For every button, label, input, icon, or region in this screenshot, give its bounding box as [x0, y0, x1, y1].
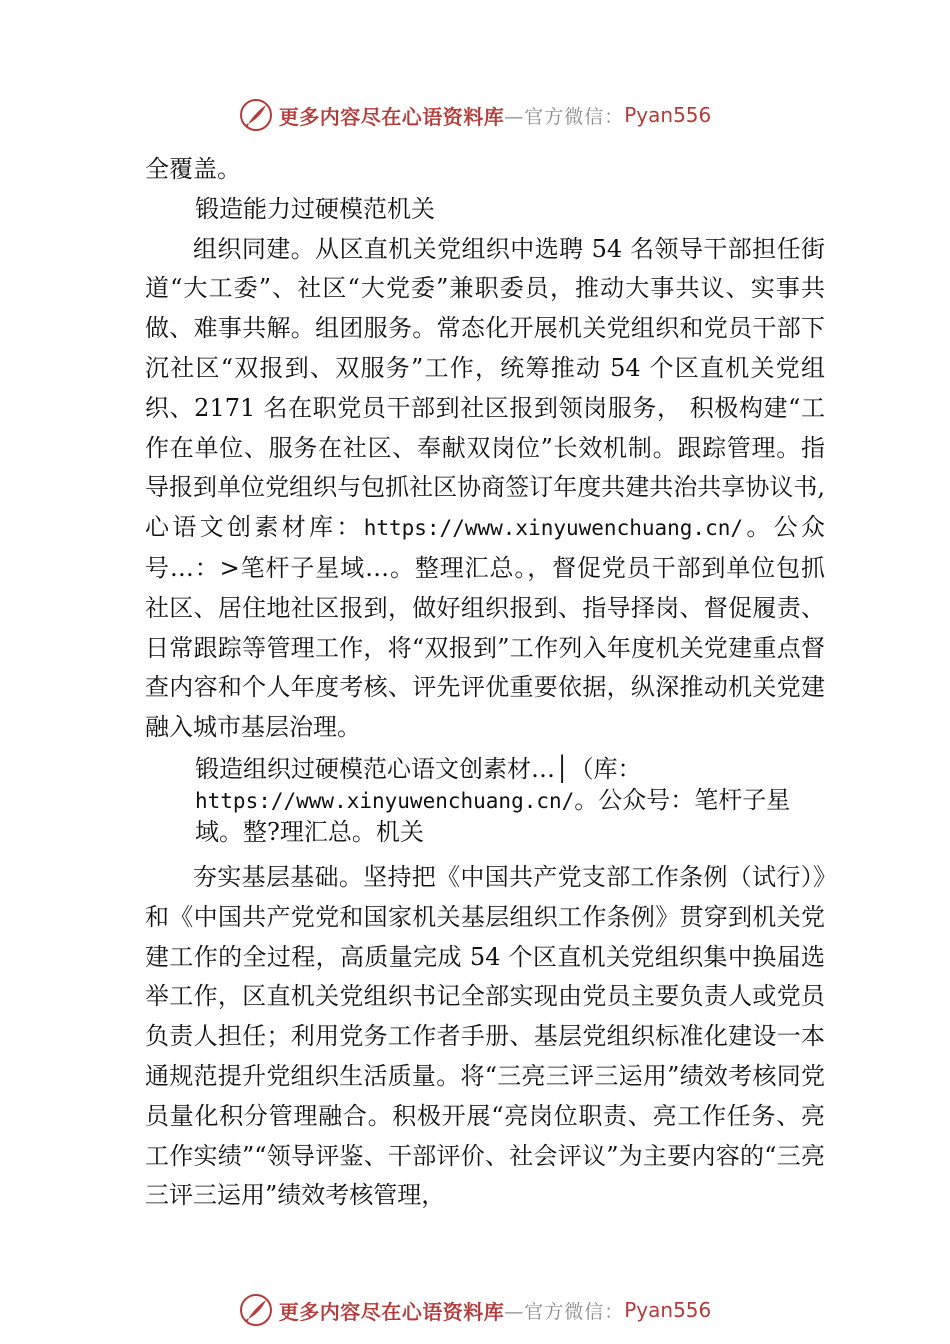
paragraph-organization [145, 230, 825, 748]
paragraph-organization-tail: 。公众号…：>笔杆子星域…。整理汇总。，督促党员干部到单位包抓社区、居住地社区报到，做好组织报到、指导择岗、督促履责、日常跟踪等管理工作，将“双报到”工作列入年度机关党建重点督查内容和个人年度考核、评先评优重要依据，纵深推动机关党建融入城市基层治理。 [145, 513, 826, 742]
paragraph-continuation: 全覆盖。 [145, 155, 241, 183]
quill-logo-icon [239, 1293, 273, 1327]
paragraph-foundation: 夯实基层基础。坚持把《中国共产党支部工作条例（试行）》和《中国共产党党和国家机关基层组织工作条例》贯穿到机关党建工作的全过程，高质量完成 54 个区直机关党组织集中换届选举工作，区直机关党组织书记全部实现由党员主要负责人或党员负责人担任；利用党务工作者手册、基层党组织标准化建设一本通规范提升党组织生活质量。将“三亮三评三运用”绩效考核同党员量化积分管理融合。积极开展“亮岗位职责、亮工作任务、亮工作实绩”“领导评鉴、干部评价、社会评议”为主要内容的“三亮三评三运用”绩效考核管理， [145, 862, 825, 1210]
heading-url: https://www.xinyuwenchuang.cn/ [195, 788, 575, 813]
banner-wechat-id: Pyan556 [624, 1298, 712, 1322]
header-banner [0, 95, 950, 135]
paragraph-organization-text: 组织同建。从区直机关党组织中选聘 54 名领导干部担任街道“大工委”、社区“大党委”兼职委员，推动大事共议、实事共做、难事共解。组团服务。常态化开展机关党组织和党员干部下沉社区“双报到、双服务”工作，统筹推动 54 个区直机关党组织、2171 名在职党员干部到社区报到领岗服务， 积极构建“工作在单位、服务在社区、奉献双岗位”长效机制。跟踪管理。指导报到单位党组织与包抓社区协商签订年度共建共治共享协议书,心语文创素材库： [145, 234, 825, 542]
banner-wechat-label: —官方微信： [504, 1300, 625, 1323]
banner-wechat-id: Pyan556 [624, 103, 712, 127]
heading-text-a: 锻造组织过硬模范心语文创素材…│（库： [195, 754, 642, 783]
banner-title: 更多内容尽在心语资料库 [278, 104, 505, 129]
footer-banner [0, 1290, 950, 1330]
document-body [145, 150, 825, 1216]
heading-text-b: 。公众号：笔杆子星域。整?理汇总。机关 [195, 785, 791, 846]
source-url: https://www.xinyuwenchuang.cn/ [363, 516, 743, 541]
section-heading-organization [145, 754, 835, 848]
banner-title: 更多内容尽在心语资料库 [278, 1299, 505, 1324]
banner-wechat-label: —官方微信： [504, 105, 625, 128]
section-heading-ability: 锻造能力过硬模范机关 [195, 194, 435, 223]
quill-logo-icon [239, 98, 273, 132]
